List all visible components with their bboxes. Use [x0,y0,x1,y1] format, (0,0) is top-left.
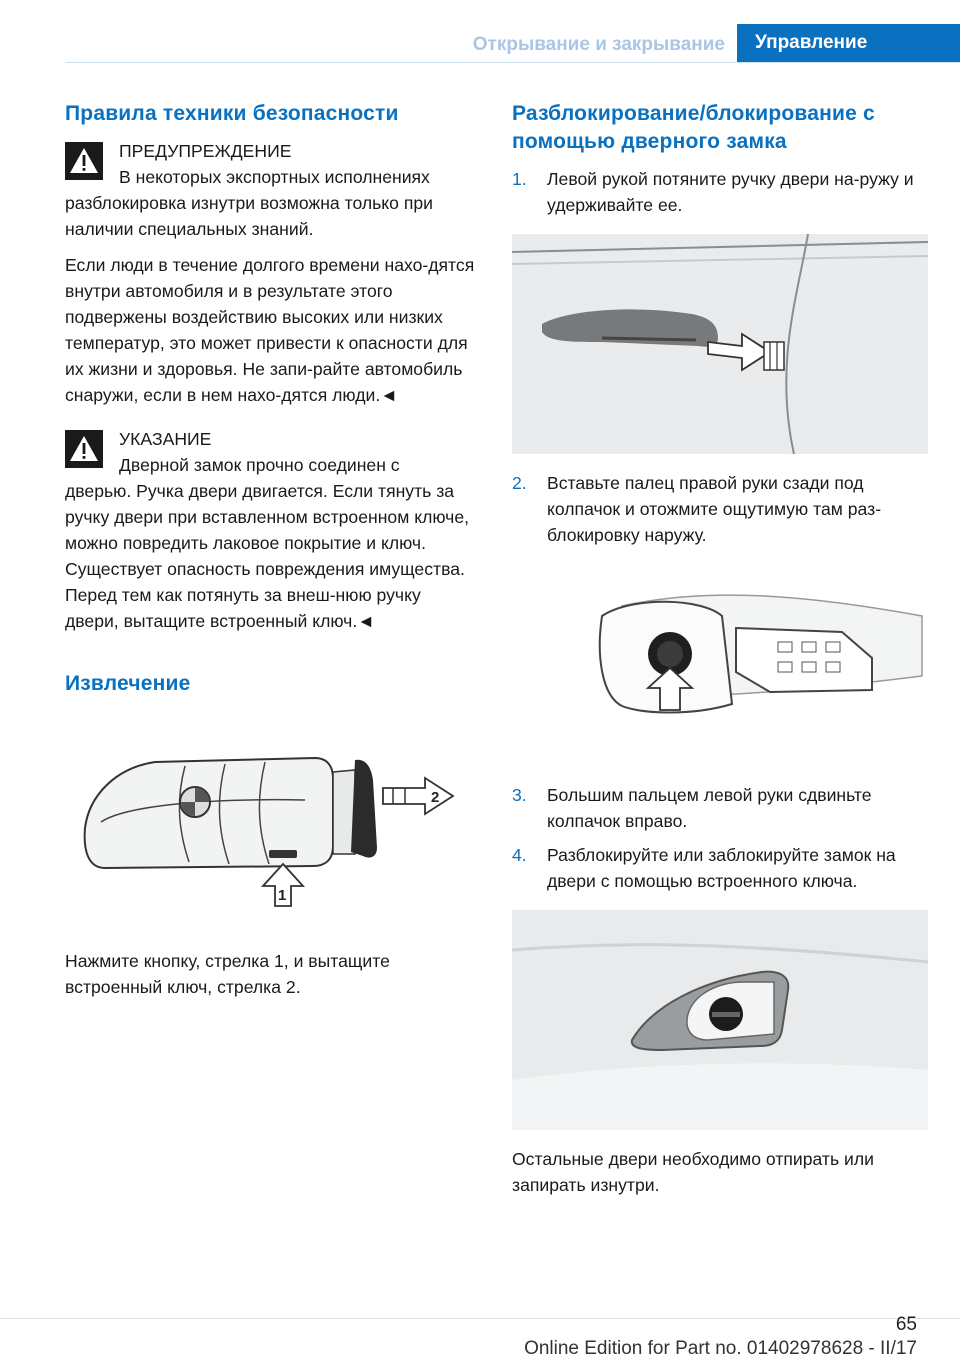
left-column [65,100,477,1000]
warning-text-2: Если люди в течение долгого времени нахо-дятся внутри автомобиля и в результате этого подвержены воздействию высоких или низких температур, это может привести к опасности для их жизни и здоровья. Не запи-райте автомобиль снаружи, если в нем нахо-дятся люди.◄ [65,255,475,405]
step-number: 3. [512,785,527,805]
footer-divider [0,1318,960,1319]
step-text: Вставьте палец правой руки сзади под колпачок и отожмите ощутимую там раз-блокировку наружу. [547,473,882,545]
step-number: 1. [512,169,527,189]
step-number: 2. [512,473,527,493]
notice-first-line: Дверной замок прочно соединен с [119,455,400,475]
step-item [512,842,928,894]
key-arrow-2-label: 2 [431,789,440,806]
step-number: 4. [512,845,527,865]
warning-text: разблокировка изнутри возможна только при наличии специальных знаний. [65,193,433,239]
key-drawing [65,736,477,916]
door-handle-photo [512,234,928,454]
warning-triangle-icon [65,430,103,468]
step-text: Левой рукой потяните ручку двери на-ружу и удерживайте ее. [547,169,914,215]
step-item [512,470,928,548]
remove-caption: Нажмите кнопку, стрелка 1, и вытащите встроенный ключ, стрелка 2. [65,951,390,997]
steps-list-a [512,166,928,218]
header-section-title: Открывание и закрывание [472,34,725,55]
step-item [512,166,928,218]
page-number: 65 [895,1314,917,1335]
notice-text: дверью. Ручка двери двигается. Если тянуть за ручку двери при вставленном встроенном ключе, можно повредить лаковое покрытие и ключ. Существует опасность повреждения имущества. Перед тем как потянуть за внеш-нюю ручку двери, вытащите встроенный ключ.◄ [65,481,470,631]
heading-safety: Правила техники безопасности [65,102,399,125]
steps-list-b [512,470,928,548]
closing-text: Остальные двери необходимо отпирать или запирать изнутри. [512,1149,874,1195]
header-divider [66,62,960,63]
warning-title: ПРЕДУПРЕЖДЕНИЕ [119,141,292,161]
key-illustration [65,736,477,916]
step-text: Разблокируйте или заблокируйте замок на двери с помощью встроенного ключа. [547,845,896,891]
heading-remove: Извлечение [65,672,191,695]
lock-drawing [512,910,928,1130]
heading-unlock: Разблокирование/блокирование с помощью дверного замка [512,102,875,153]
edition-note: Online Edition for Part no. 01402978628 - II/17 [524,1338,917,1359]
notice-block [65,426,477,634]
cap-drawing [512,576,928,756]
warning-block [65,138,477,408]
key-arrow-1-label: 1 [278,887,287,904]
notice-title: УКАЗАНИЕ [119,429,212,449]
step-item [512,782,928,834]
steps-list-c [512,782,928,894]
warning-triangle-icon [65,142,103,180]
step-text: Большим пальцем левой руки сдвиньте колпачок вправо. [547,785,872,831]
right-column [512,100,928,1198]
door-handle-drawing [512,234,928,454]
header-chapter-tab: Управление [737,24,960,62]
cap-illustration [512,576,928,756]
lock-photo [512,910,928,1130]
warning-first-line: В некоторых экспортных исполнениях [119,167,430,187]
